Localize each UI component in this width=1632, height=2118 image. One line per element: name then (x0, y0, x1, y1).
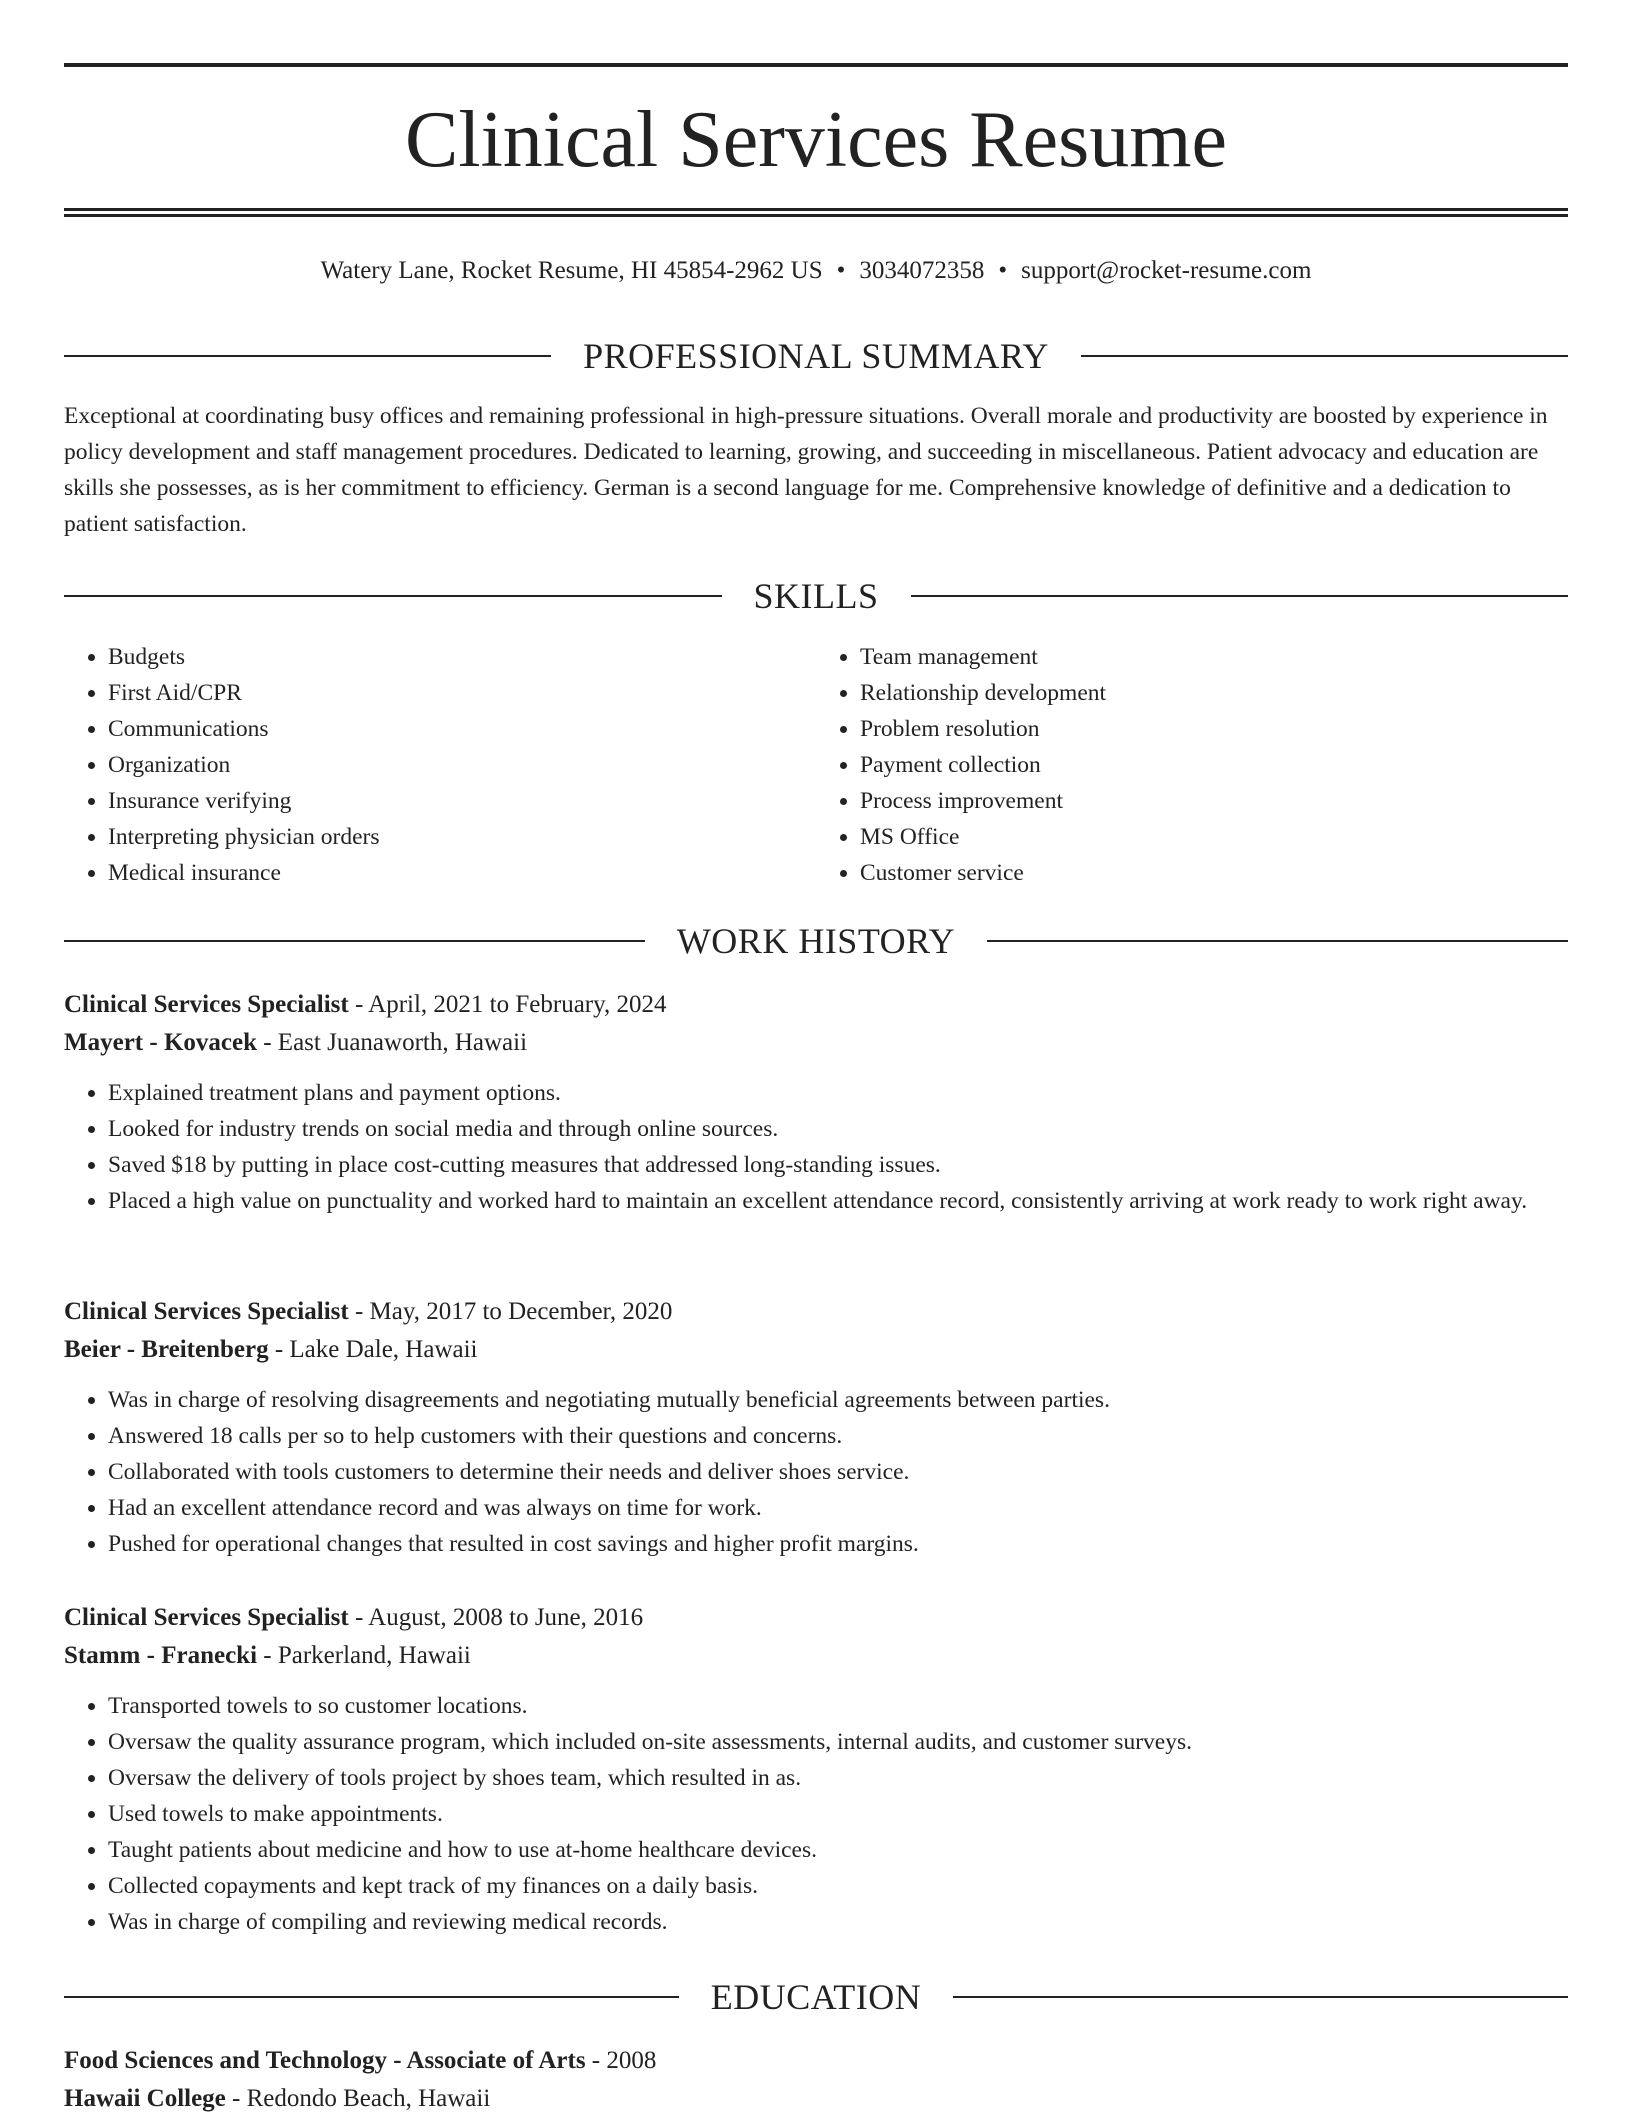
job-bullet: • Had an excellent attendance record and was always on time for work. (108, 1490, 1568, 1526)
skill-item: • Process improvement (860, 783, 1568, 819)
contact-email: support@rocket-resume.com (1021, 257, 1312, 284)
job-bullet: • Explained treatment plans and payment options. (108, 1075, 1568, 1111)
education-school-line (64, 2080, 1568, 2118)
contact-separator: • (998, 257, 1008, 284)
education-location: - Redondo Beach, Hawaii (225, 2085, 491, 2112)
skills-list (64, 639, 1568, 891)
skills-column-right (816, 639, 1568, 891)
job-entry (64, 1599, 1568, 1940)
job-bullet: • Oversaw the quality assurance program, which included on-site assessments, internal audits, and customer surveys. (108, 1724, 1568, 1760)
job-title-line (64, 1293, 1568, 1331)
job-bullet: • Oversaw the delivery of tools project by shoes team, which resulted in as. (108, 1760, 1568, 1796)
heading-rule (64, 355, 551, 357)
job-bullet: • Placed a high value on punctuality and worked hard to maintain an excellent attendance record, consistently arriving at work ready to work right away. (108, 1183, 1568, 1219)
job-bullet: • Transported towels to so customer locations. (108, 1688, 1568, 1724)
heading-rule (1081, 355, 1568, 357)
job-bullet: • Answered 18 calls per so to help customers with their questions and concerns. (108, 1418, 1568, 1454)
job-company-line (64, 1637, 1568, 1675)
job-bullet: • Collaborated with tools customers to determine their needs and deliver shoes service. (108, 1454, 1568, 1490)
job-bullet: • Collected copayments and kept track of my finances on a daily basis. (108, 1868, 1568, 1904)
skill-item: • First Aid/CPR (108, 675, 816, 711)
education-degree: Food Sciences and Technology - Associate of Arts (64, 2047, 586, 2074)
education-entry (64, 2042, 1568, 2118)
job-bullet: • Looked for industry trends on social media and through online sources. (108, 1111, 1568, 1147)
job-company: Mayert - Kovacek (64, 1029, 257, 1056)
job-bullets (64, 1688, 1568, 1940)
work-heading-text: WORK HISTORY (676, 921, 956, 961)
skills-heading (64, 574, 1568, 618)
skill-item: • Team management (860, 639, 1568, 675)
job-bullet: • Pushed for operational changes that resulted in cost savings and higher profit margins. (108, 1526, 1568, 1562)
heading-rule (64, 1996, 679, 1998)
job-dates: - August, 2008 to June, 2016 (348, 1604, 644, 1631)
job-bullets (64, 1382, 1568, 1562)
summary-heading-text: PROFESSIONAL SUMMARY (583, 336, 1049, 376)
contact-separator: • (836, 257, 846, 284)
skill-item: • Customer service (860, 855, 1568, 891)
heading-rule (911, 595, 1569, 597)
job-title-line (64, 986, 1568, 1024)
job-title: Clinical Services Specialist (64, 1298, 349, 1325)
job-title: Clinical Services Specialist (64, 1604, 349, 1631)
education-heading (64, 1975, 1568, 2019)
contact-phone: 3034072358 (859, 257, 985, 284)
skill-item: • Payment collection (860, 747, 1568, 783)
job-bullet: • Taught patients about medicine and how to use at-home healthcare devices. (108, 1832, 1568, 1868)
job-bullet: • Was in charge of resolving disagreements and negotiating mutually beneficial agreements between parties. (108, 1382, 1568, 1418)
skill-item: • Budgets (108, 639, 816, 675)
heading-rule (953, 1996, 1568, 1998)
skill-item: • Problem resolution (860, 711, 1568, 747)
skills-column-left (64, 639, 816, 891)
job-dates: - April, 2021 to February, 2024 (348, 991, 667, 1018)
work-heading (64, 919, 1568, 963)
skill-item: • MS Office (860, 819, 1568, 855)
job-company-line (64, 1331, 1568, 1369)
skill-item: • Relationship development (860, 675, 1568, 711)
job-entry (64, 986, 1568, 1219)
job-company: Stamm - Franecki (64, 1642, 258, 1669)
top-rule (64, 63, 1568, 67)
contact-address: Watery Lane, Rocket Resume, HI 45854-2962 US (320, 257, 823, 284)
job-dates: - May, 2017 to December, 2020 (348, 1298, 673, 1325)
job-location: - East Juanaworth, Hawaii (256, 1029, 528, 1056)
heading-rule (64, 595, 722, 597)
job-title-line (64, 1599, 1568, 1637)
job-bullets (64, 1075, 1568, 1219)
job-company: Beier - Breitenberg (64, 1336, 269, 1363)
title-double-rule (64, 208, 1568, 217)
job-entry (64, 1293, 1568, 1562)
heading-rule (987, 940, 1568, 942)
contact-line (64, 254, 1568, 288)
skill-item: • Communications (108, 711, 816, 747)
job-bullet: • Was in charge of compiling and reviewing medical records. (108, 1904, 1568, 1940)
job-location: - Parkerland, Hawaii (257, 1642, 471, 1669)
page-title: Clinical Services Resume (404, 96, 1228, 184)
summary-text: Exceptional at coordinating busy offices and remaining professional in high-pressure situations. Overall morale and productivity are boosted by experience in policy development and staff management procedures. Dedicated to learning, growing, and succeeding in miscellaneous. Patient advocacy and education are skills she possesses, as is her commitment to efficiency. German is a second language for me. Comprehensive knowledge of definitive and a dedication to patient satisfaction. (64, 403, 1548, 537)
job-bullet: • Saved $18 by putting in place cost-cutting measures that addressed long-standing issues. (108, 1147, 1568, 1183)
education-year: - 2008 (585, 2047, 657, 2074)
job-bullet: • Used towels to make appointments. (108, 1796, 1568, 1832)
skill-item: • Interpreting physician orders (108, 819, 816, 855)
job-title: Clinical Services Specialist (64, 991, 349, 1018)
skills-heading-text: SKILLS (753, 576, 879, 616)
education-degree-line (64, 2042, 1568, 2080)
heading-rule (64, 940, 645, 942)
skill-item: • Medical insurance (108, 855, 816, 891)
job-company-line (64, 1024, 1568, 1062)
job-location: - Lake Dale, Hawaii (268, 1336, 478, 1363)
skill-item: • Insurance verifying (108, 783, 816, 819)
education-school: Hawaii College (64, 2085, 226, 2112)
summary-heading (64, 334, 1568, 378)
skill-item: • Organization (108, 747, 816, 783)
education-heading-text: EDUCATION (710, 1977, 922, 2017)
